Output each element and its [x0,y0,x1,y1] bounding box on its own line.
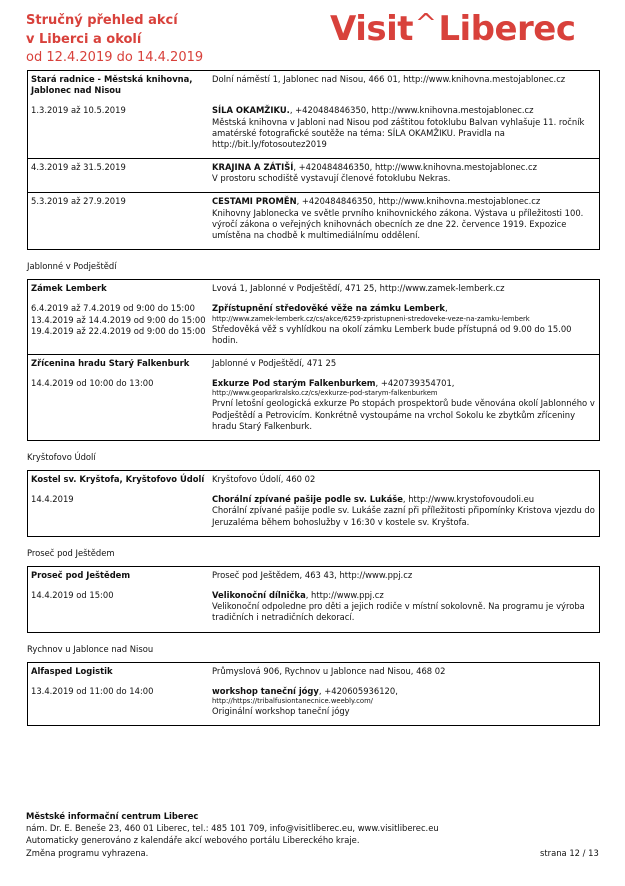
logo-caret: ^ [415,9,437,39]
venue-table [27,470,600,537]
venue-block [28,354,599,440]
event-title: SÍLA OKAMŽIKU. [212,105,290,116]
venue-header [28,567,599,590]
venue-name: Zámek Lemberk [31,283,107,294]
title-line-1: Stručný přehled akcí [26,13,178,28]
event-details [208,196,599,241]
event-title-line [212,196,596,207]
event-row [28,494,599,536]
event-title-line [212,494,596,505]
event-url[interactable]: http://www.zamek-lemberk.cz/cs/akce/6259-zpristupneni-stredoveke-veze-na-zamku-lemberk [212,314,530,323]
event-title: Exkurze Pod starým Falkenburkem [212,378,376,389]
venue-address: Lvová 1, Jablonné v Podještědí, 471 25, http://www.zamek-lemberk.cz [212,283,505,294]
event-contact: , http://www.krystofovoudoli.eu [402,494,535,505]
venue-header [28,280,599,303]
event-description: Velikonoční odpoledne pro děti a jejich rodiče v místní sokolovně. Na programu je výroba tradičních i netradičních dekorací. [212,601,585,623]
venue-address: Průmyslová 906, Rychnov u Jablonce nad Nisou, 468 02 [212,665,446,676]
event-row [28,590,599,632]
venue-block [28,471,599,536]
title-line-2: v Liberci a okolí [26,32,142,47]
venue-block [28,663,599,726]
section-label: Jablonné v Podještědí [27,261,117,272]
event-details [208,494,599,528]
event-details [208,162,599,184]
event-contact: , +420484846350, http://www.knihovna.mestojablonec.cz [296,196,541,207]
venue-table [27,662,600,727]
venue-table [27,279,600,441]
event-details [208,303,599,346]
event-dates: 1.3.2019 až 10.5.2019 [31,105,126,116]
event-title: CESTAMI PROMĚN [212,196,297,207]
venue-header [28,71,599,105]
event-row [28,686,599,725]
event-title-line [212,162,596,173]
event-dates: 5.3.2019 až 27.9.2019 [31,196,126,207]
footer-notice: Změna programu vyhrazena. [26,847,149,858]
event-dates: 14.4.2019 od 15:00 [31,590,114,601]
event-details [208,590,599,624]
venue-table [27,566,600,633]
event-contact: , +420739354701, [375,378,455,389]
event-row [28,196,599,249]
event-details [208,378,599,432]
event-title-line [212,303,596,314]
event-dates: 4.3.2019 až 31.5.2019 [31,162,126,173]
event-dates: 14.4.2019 od 10:00 do 13:00 [31,378,154,389]
venue-header [28,471,599,494]
section-label: Proseč pod Ještědem [27,547,115,558]
event-dates: 6.4.2019 až 7.4.2019 od 9:00 do 15:00 13.4.2019 až 14.4.2019 od 9:00 do 15:00 19.4.2019 až 22.4.2019 od 9:00 do 15:00 [31,303,206,336]
event-title: KRAJINA A ZÁTIŠÍ [212,162,294,173]
logo-visit: Visit [330,9,414,49]
event-description: Originální workshop taneční jógy [212,706,350,717]
footer-generated: Automaticky generováno z kalendáře akcí webového portálu Libereckého kraje. [26,835,360,846]
event-title-line [212,686,596,697]
event-description: V prostoru schodiště vystavují členové fotoklubu Nekras. [212,173,451,184]
event-url[interactable]: http://www.geoparkralsko.cz/cs/exkurze-pod-starym-falkenburkem [212,389,438,398]
date-range: od 12.4.2019 do 14.4.2019 [26,50,204,65]
visit-liberec-logo [330,6,576,55]
event-details [208,686,599,717]
footer-org: Městské informační centrum Liberec [26,811,199,821]
event-details [208,105,599,150]
event-title-line [212,105,596,116]
venue-address: Dolní náměstí 1, Jablonec nad Nisou, 466 01, http://www.knihovna.mestojablonec.cz [212,74,566,84]
events-list [27,70,600,726]
event-description: První letošní geologická exkurze Po stopách prospektorů bude věnována okolí Jablonného v Podještědí a Petrovicím. Konkrétně vystoupáme na vrchol Sokolu ke zbytkům zříceniny hradu Starý Falkenburk. [212,398,595,431]
venue-block [28,71,599,158]
venue-name: Kostel sv. Kryštofa, Kryštofovo Údolí [31,474,205,485]
event-row [28,378,599,440]
venue-address: Jablonné v Podještědí, 471 25 [212,357,337,368]
event-url[interactable]: http://https://tribalfusiontanecnice.weebly.com/ [212,697,373,706]
event-description: Středověká věž s vyhlídkou na okolí zámku Lemberk bude přístupná od 9.00 do 15.00 hodin. [212,323,572,345]
venue-address: Kryštofovo Údolí, 460 02 [212,474,316,485]
venue-name: Zřícenina hradu Starý Falkenburk [31,357,190,368]
event-title-line [212,378,596,389]
venue-block [28,280,599,354]
event-title: Zpřístupnění středověké věže na zámku Lemberk [212,303,445,314]
venue-address: Proseč pod Ještědem, 463 43, http://www.ppj.cz [212,569,413,580]
event-row [28,303,599,354]
event-row [28,105,599,158]
footer-address: nám. Dr. E. Beneše 23, 460 01 Liberec, tel.: 485 101 709, info@visitliberec.eu, www.visitliberec.eu [26,823,439,834]
event-row [28,162,599,192]
footer [26,810,439,859]
section-label: Kryštofovo Údolí [27,451,96,462]
event-description: Městská knihovna v Jabloni nad Nisou pod záštitou fotoklubu Balvan vyhlašuje 11. ročník amatérské fotografické soutěže na téma: SÍLA OKAMŽIKU. Pravidla na http://bit.ly/fotosoutez2019 [212,116,585,149]
event-description: Chorální zpívané pašije podle sv. Lukáše zazní při příležitosti připomínky Kristova vjezdu do Jeruzaléma během bohoslužby v 16:30 v kostele sv. Kryštofa. [212,505,595,527]
event-title-line [212,590,596,601]
venue-block [28,158,599,192]
event-description: Knihovny Jablonecka ve světle prvního knihovnického zákona. Výstava u příležitosti 100. výročí zákona o veřejných knihovnách obecních ze dne 22. července 1919. Expozice umístěna na chodbě k multimediálnímu oddělení. [212,207,584,240]
venue-name: Proseč pod Ještědem [31,569,131,580]
venue-header [28,355,599,378]
page-number: strana 12 / 13 [540,848,599,858]
event-contact: , http://www.ppj.cz [305,590,384,601]
event-contact: , +420484846350, http://www.knihovna.mestojablonec.cz [293,162,538,173]
venue-name: Alfasped Logistik [31,665,113,676]
venue-name: Stará radnice - Městská knihovna, Jablonec nad Nisou [31,74,193,96]
event-contact: , +420605936120, [318,685,398,696]
event-title: workshop taneční jógy [212,685,319,696]
event-dates: 14.4.2019 [31,494,74,505]
document-title [26,11,178,49]
event-title: Velikonoční dílnička [212,590,306,601]
event-contact: , +420484846350, http://www.knihovna.mestojablonec.cz [289,105,534,116]
section-label: Rychnov u Jablonce nad Nisou [27,643,154,654]
venue-header [28,663,599,686]
venue-table [27,70,600,250]
event-dates: 13.4.2019 od 11:00 do 14:00 [31,685,154,696]
logo-liberec: Liberec [438,9,576,49]
event-contact: , [445,303,448,314]
venue-block [28,192,599,249]
event-title: Chorální zpívané pašije podle sv. Lukáše [212,494,403,505]
venue-block [28,567,599,632]
